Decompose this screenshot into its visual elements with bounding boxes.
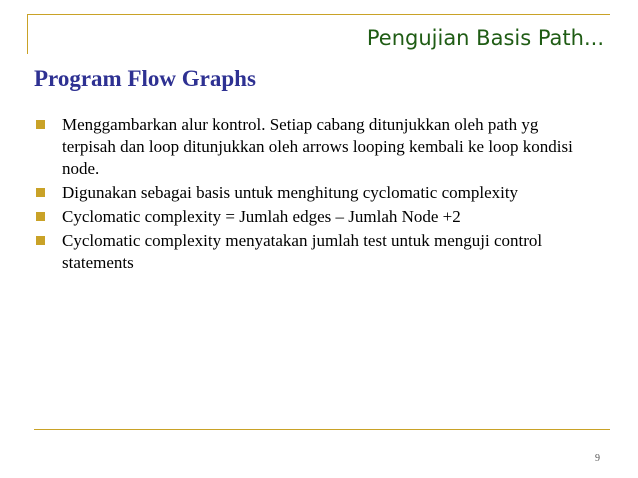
- bullet-item: [36, 182, 596, 204]
- bullet-text: Cyclomatic complexity menyatakan jumlah test untuk menguji control statements: [62, 231, 543, 272]
- bullet-item: [36, 206, 596, 228]
- bullet-item: [36, 230, 596, 274]
- bullet-text: Cyclomatic complexity = Jumlah edges – Jumlah Node +2: [62, 207, 461, 226]
- bullet-text: Digunakan sebagai basis untuk menghitung cyclomatic complexity: [62, 183, 519, 202]
- bottom-divider: [34, 429, 610, 430]
- left-divider: [27, 14, 28, 54]
- square-bullet-icon: [36, 188, 45, 197]
- bullet-text: Menggambarkan alur kontrol. Setiap cabang ditunjukkan oleh path yg terpisah dan loop ditunjukkan oleh arrows looping kembali ke loop kondisi node.: [62, 115, 573, 178]
- square-bullet-icon: [36, 120, 45, 129]
- bullet-list: [36, 114, 596, 276]
- section-heading: Program Flow Graphs: [34, 66, 256, 91]
- slide-title: Pengujian Basis Path...: [366, 26, 604, 50]
- square-bullet-icon: [36, 212, 45, 221]
- square-bullet-icon: [36, 236, 45, 245]
- page-number: 9: [595, 453, 600, 464]
- bullet-item: [36, 114, 596, 180]
- top-divider: [27, 14, 610, 15]
